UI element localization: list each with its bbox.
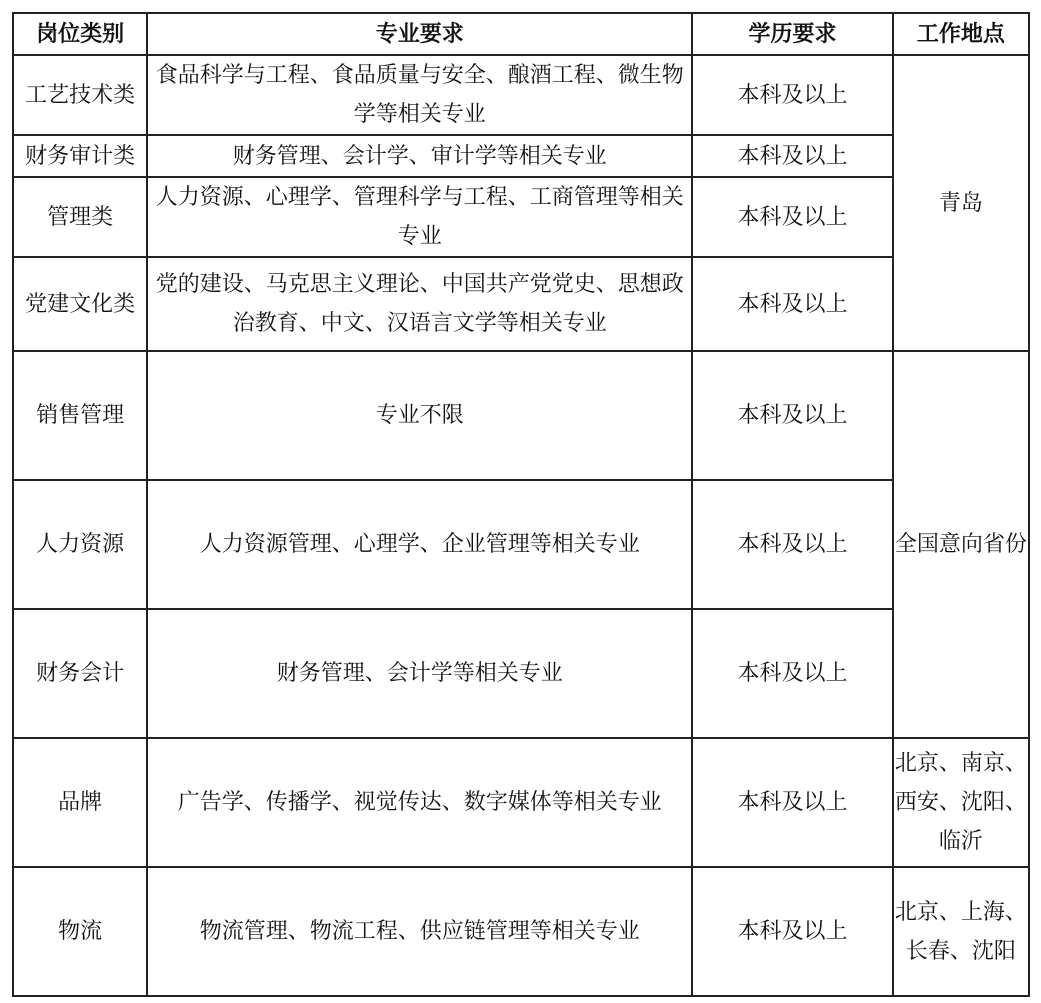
major-cell: 党的建设、马克思主义理论、中国共产党党史、思想政治教育、中文、汉语言文学等相关专业 bbox=[147, 257, 692, 351]
header-category: 岗位类别 bbox=[13, 13, 147, 55]
recruitment-table bbox=[12, 12, 1030, 997]
location-cell-brand: 北京、南京、西安、沈阳、临沂 bbox=[893, 738, 1029, 867]
education-cell: 本科及以上 bbox=[692, 738, 892, 867]
category-cell: 财务审计类 bbox=[13, 135, 147, 177]
category-cell: 党建文化类 bbox=[13, 257, 147, 351]
category-cell: 物流 bbox=[13, 867, 147, 996]
major-cell: 财务管理、会计学等相关专业 bbox=[147, 609, 692, 738]
major-cell: 广告学、传播学、视觉传达、数字媒体等相关专业 bbox=[147, 738, 692, 867]
table-row bbox=[13, 177, 1029, 257]
header-education: 学历要求 bbox=[692, 13, 892, 55]
location-cell-qingdao: 青岛 bbox=[893, 55, 1029, 351]
table-row bbox=[13, 55, 1029, 135]
education-cell: 本科及以上 bbox=[692, 351, 892, 480]
table-row bbox=[13, 351, 1029, 480]
location-cell-national: 全国意向省份 bbox=[893, 351, 1029, 738]
category-cell: 品牌 bbox=[13, 738, 147, 867]
category-cell: 财务会计 bbox=[13, 609, 147, 738]
major-cell: 专业不限 bbox=[147, 351, 692, 480]
education-cell: 本科及以上 bbox=[692, 135, 892, 177]
header-location: 工作地点 bbox=[893, 13, 1029, 55]
major-cell: 人力资源管理、心理学、企业管理等相关专业 bbox=[147, 480, 692, 609]
header-row bbox=[13, 13, 1029, 55]
education-cell: 本科及以上 bbox=[692, 609, 892, 738]
education-cell: 本科及以上 bbox=[692, 55, 892, 135]
category-cell: 工艺技术类 bbox=[13, 55, 147, 135]
table-row bbox=[13, 738, 1029, 867]
education-cell: 本科及以上 bbox=[692, 177, 892, 257]
major-cell: 人力资源、心理学、管理科学与工程、工商管理等相关专业 bbox=[147, 177, 692, 257]
education-cell: 本科及以上 bbox=[692, 257, 892, 351]
major-cell: 物流管理、物流工程、供应链管理等相关专业 bbox=[147, 867, 692, 996]
education-cell: 本科及以上 bbox=[692, 480, 892, 609]
category-cell: 人力资源 bbox=[13, 480, 147, 609]
major-cell: 财务管理、会计学、审计学等相关专业 bbox=[147, 135, 692, 177]
category-cell: 销售管理 bbox=[13, 351, 147, 480]
table-row bbox=[13, 135, 1029, 177]
header-major: 专业要求 bbox=[147, 13, 692, 55]
table-row bbox=[13, 609, 1029, 738]
table-row bbox=[13, 867, 1029, 996]
table-row bbox=[13, 257, 1029, 351]
category-cell: 管理类 bbox=[13, 177, 147, 257]
table-row bbox=[13, 480, 1029, 609]
education-cell: 本科及以上 bbox=[692, 867, 892, 996]
major-cell: 食品科学与工程、食品质量与安全、酿酒工程、微生物学等相关专业 bbox=[147, 55, 692, 135]
location-cell-logistics: 北京、上海、长春、沈阳 bbox=[893, 867, 1029, 996]
